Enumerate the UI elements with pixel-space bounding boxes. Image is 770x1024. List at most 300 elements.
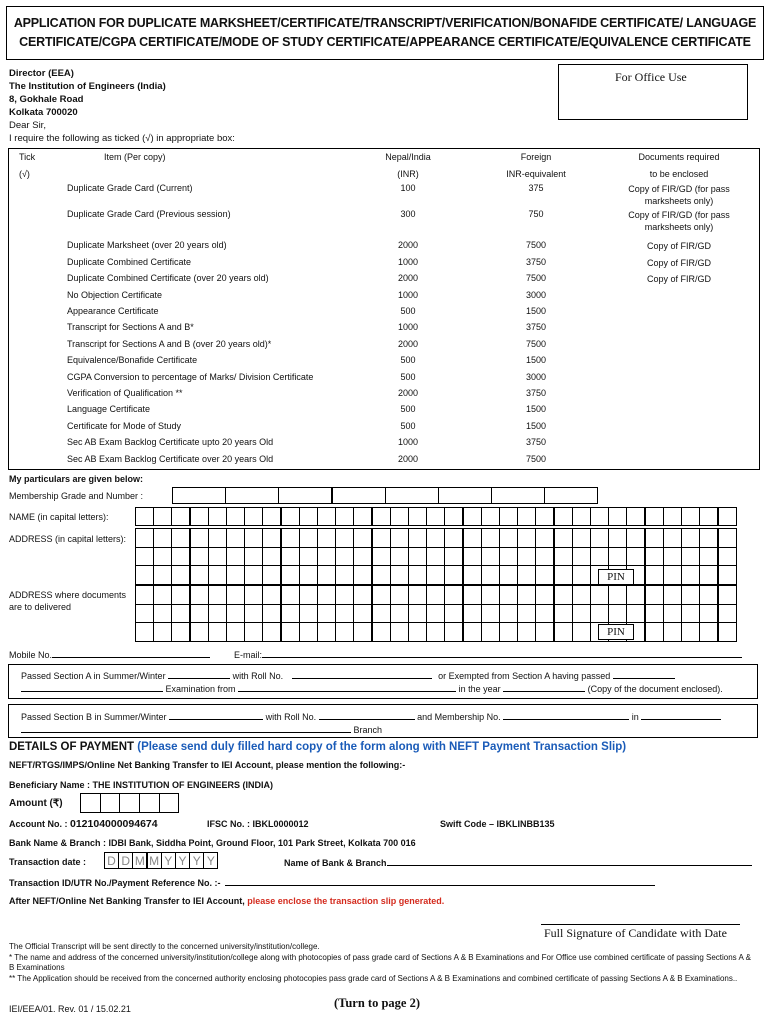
address-char-cell[interactable] bbox=[517, 565, 536, 585]
date-digit-cell[interactable]: M bbox=[132, 852, 147, 869]
name-char-cell[interactable] bbox=[718, 507, 737, 526]
address-char-cell[interactable] bbox=[572, 565, 591, 585]
delivery-address-char-cell[interactable] bbox=[390, 585, 409, 605]
address-char-cell[interactable] bbox=[608, 528, 627, 548]
delivery-address-char-cell[interactable] bbox=[262, 585, 281, 605]
section-a-from-field[interactable] bbox=[238, 683, 456, 692]
delivery-address-char-cell[interactable] bbox=[463, 585, 482, 605]
address-char-cell[interactable] bbox=[244, 528, 263, 548]
address-char-cell[interactable] bbox=[718, 528, 737, 548]
delivery-address-char-cell[interactable] bbox=[444, 622, 463, 642]
name-char-cell[interactable] bbox=[353, 507, 372, 526]
delivery-address-char-cell[interactable] bbox=[463, 622, 482, 642]
address-char-cell[interactable] bbox=[372, 528, 391, 548]
delivery-address-char-cell[interactable] bbox=[244, 604, 263, 624]
col-header-docs-sub: to be enclosed bbox=[649, 169, 709, 179]
delivery-address-char-cell[interactable] bbox=[281, 622, 300, 642]
address-char-cell[interactable] bbox=[554, 565, 573, 585]
address-char-cell[interactable] bbox=[535, 565, 554, 585]
address-char-cell[interactable] bbox=[681, 547, 700, 567]
mobile-field[interactable] bbox=[52, 649, 210, 658]
name-char-cell[interactable] bbox=[608, 507, 627, 526]
delivery-address-char-cell[interactable] bbox=[626, 585, 645, 605]
address-char-cell[interactable] bbox=[390, 528, 409, 548]
section-b-session-field[interactable] bbox=[169, 711, 263, 720]
address-char-cell[interactable] bbox=[299, 528, 318, 548]
delivery-address-char-cell[interactable] bbox=[390, 604, 409, 624]
membership-cell[interactable] bbox=[385, 487, 439, 504]
delivery-address-char-cell[interactable] bbox=[681, 604, 700, 624]
address-char-cell[interactable] bbox=[208, 547, 227, 567]
membership-grid[interactable] bbox=[172, 487, 598, 504]
address-char-cell[interactable] bbox=[572, 547, 591, 567]
address-char-cell[interactable] bbox=[645, 547, 664, 567]
form-title-line2: CERTIFICATE/CGPA CERTIFICATE/MODE OF STUDY CERTIFICATE/APPEARANCE CERTIFICATE/EQUIVALENCE CERTIFICATE bbox=[19, 35, 751, 49]
address-char-cell[interactable] bbox=[190, 528, 209, 548]
address-char-cell[interactable] bbox=[663, 565, 682, 585]
delivery-address-char-cell[interactable] bbox=[481, 604, 500, 624]
delivery-address-char-cell[interactable] bbox=[481, 585, 500, 605]
delivery-address-char-cell[interactable] bbox=[444, 585, 463, 605]
table-row bbox=[9, 240, 761, 256]
delivery-address-char-cell[interactable] bbox=[699, 585, 718, 605]
amount-digit-cell[interactable] bbox=[80, 793, 101, 813]
address-char-cell[interactable] bbox=[517, 547, 536, 567]
name-char-cell[interactable] bbox=[299, 507, 318, 526]
delivery-address-char-cell[interactable] bbox=[135, 585, 154, 605]
address-char-cell[interactable] bbox=[499, 528, 518, 548]
address-char-cell[interactable] bbox=[299, 565, 318, 585]
membership-cell[interactable] bbox=[491, 487, 545, 504]
section-a-exam-field[interactable] bbox=[21, 683, 163, 692]
membership-label: Membership Grade and Number : bbox=[9, 491, 144, 501]
delivery-address-grid[interactable] bbox=[135, 585, 736, 641]
delivery-address-char-cell[interactable] bbox=[226, 622, 245, 642]
delivery-address-char-cell[interactable] bbox=[262, 604, 281, 624]
name-char-cell[interactable] bbox=[426, 507, 445, 526]
address-char-cell[interactable] bbox=[281, 547, 300, 567]
address-char-cell[interactable] bbox=[499, 547, 518, 567]
delivery-address-char-cell[interactable] bbox=[171, 604, 190, 624]
delivery-address-char-cell[interactable] bbox=[372, 604, 391, 624]
delivery-address-char-cell[interactable] bbox=[481, 622, 500, 642]
delivery-address-char-cell[interactable] bbox=[153, 604, 172, 624]
date-digit-cell[interactable]: D bbox=[104, 852, 119, 869]
date-digit-cell[interactable]: Y bbox=[189, 852, 204, 869]
address-char-cell[interactable] bbox=[572, 528, 591, 548]
address-char-cell[interactable] bbox=[408, 528, 427, 548]
address-char-cell[interactable] bbox=[590, 528, 609, 548]
delivery-address-char-cell[interactable] bbox=[444, 604, 463, 624]
table-row bbox=[9, 437, 761, 453]
address-char-cell[interactable] bbox=[426, 565, 445, 585]
section-a-session-field[interactable] bbox=[168, 670, 230, 679]
delivery-address-char-cell[interactable] bbox=[317, 585, 336, 605]
address-char-cell[interactable] bbox=[499, 565, 518, 585]
name-char-cell[interactable] bbox=[463, 507, 482, 526]
address-char-cell[interactable] bbox=[353, 565, 372, 585]
form-title bbox=[6, 6, 764, 60]
particulars-heading: My particulars are given below: bbox=[9, 474, 144, 484]
col-header-docs: Documents required bbox=[638, 152, 720, 162]
delivery-address-char-cell[interactable] bbox=[663, 585, 682, 605]
grid-row bbox=[135, 604, 736, 624]
delivery-address-char-cell[interactable] bbox=[535, 585, 554, 605]
documents-required: Copy of FIR/GD bbox=[646, 274, 711, 284]
delivery-address-char-cell[interactable] bbox=[718, 585, 737, 605]
name-char-cell[interactable] bbox=[481, 507, 500, 526]
delivery-address-char-cell[interactable] bbox=[718, 604, 737, 624]
address-char-cell[interactable] bbox=[718, 547, 737, 567]
delivery-address-char-cell[interactable] bbox=[353, 622, 372, 642]
delivery-address-char-cell[interactable] bbox=[590, 604, 609, 624]
address-char-cell[interactable] bbox=[262, 528, 281, 548]
name-char-cell[interactable] bbox=[390, 507, 409, 526]
date-digit-cell[interactable]: Y bbox=[175, 852, 190, 869]
delivery-address-char-cell[interactable] bbox=[699, 622, 718, 642]
name-grid[interactable] bbox=[135, 507, 736, 526]
delivery-address-char-cell[interactable] bbox=[572, 585, 591, 605]
address-char-cell[interactable] bbox=[335, 547, 354, 567]
address-char-cell[interactable] bbox=[244, 565, 263, 585]
address-char-cell[interactable] bbox=[554, 547, 573, 567]
address-char-cell[interactable] bbox=[281, 528, 300, 548]
grid-row bbox=[135, 585, 736, 605]
section-b-roll-field[interactable] bbox=[319, 711, 415, 720]
address-char-cell[interactable] bbox=[681, 528, 700, 548]
delivery-address-char-cell[interactable] bbox=[190, 604, 209, 624]
delivery-address-char-cell[interactable] bbox=[663, 622, 682, 642]
delivery-address-char-cell[interactable] bbox=[517, 604, 536, 624]
section-a-roll-text: with Roll No. bbox=[232, 671, 284, 681]
address-char-cell[interactable] bbox=[372, 565, 391, 585]
address-char-cell[interactable] bbox=[645, 528, 664, 548]
delivery-address-char-cell[interactable] bbox=[335, 585, 354, 605]
address-char-cell[interactable] bbox=[699, 528, 718, 548]
delivery-address-char-cell[interactable] bbox=[353, 585, 372, 605]
delivery-address-char-cell[interactable] bbox=[226, 604, 245, 624]
name-char-cell[interactable] bbox=[554, 507, 573, 526]
delivery-address-char-cell[interactable] bbox=[572, 622, 591, 642]
foreign-fee: 3000 bbox=[525, 372, 547, 382]
delivery-address-char-cell[interactable] bbox=[681, 622, 700, 642]
delivery-address-char-cell[interactable] bbox=[208, 585, 227, 605]
delivery-address-char-cell[interactable] bbox=[499, 585, 518, 605]
name-char-cell[interactable] bbox=[208, 507, 227, 526]
address-char-cell[interactable] bbox=[663, 547, 682, 567]
delivery-address-char-cell[interactable] bbox=[281, 585, 300, 605]
delivery-address-char-cell[interactable] bbox=[317, 622, 336, 642]
delivery-address-char-cell[interactable] bbox=[299, 604, 318, 624]
address-char-cell[interactable] bbox=[408, 565, 427, 585]
delivery-address-char-cell[interactable] bbox=[645, 604, 664, 624]
delivery-address-char-cell[interactable] bbox=[299, 622, 318, 642]
name-char-cell[interactable] bbox=[444, 507, 463, 526]
delivery-address-char-cell[interactable] bbox=[226, 585, 245, 605]
name-char-cell[interactable] bbox=[408, 507, 427, 526]
table-row bbox=[9, 339, 761, 355]
delivery-address-char-cell[interactable] bbox=[572, 604, 591, 624]
foreign-fee: 3000 bbox=[525, 290, 547, 300]
address-char-cell[interactable] bbox=[262, 547, 281, 567]
membership-cell[interactable] bbox=[544, 487, 598, 504]
section-b-branch-field[interactable] bbox=[21, 724, 351, 733]
delivery-address-char-cell[interactable] bbox=[171, 622, 190, 642]
section-a-copy-text: (Copy of the document enclosed). bbox=[587, 684, 723, 694]
address-char-cell[interactable] bbox=[335, 565, 354, 585]
address-char-cell[interactable] bbox=[208, 528, 227, 548]
section-a-passed-field[interactable] bbox=[613, 670, 675, 679]
address-char-cell[interactable] bbox=[645, 565, 664, 585]
address-char-cell[interactable] bbox=[444, 565, 463, 585]
bank-branch-label bbox=[284, 857, 752, 868]
delivery-address-char-cell[interactable] bbox=[372, 585, 391, 605]
item-name: Duplicate Marksheet (over 20 years old) bbox=[67, 240, 227, 250]
delivery-address-char-cell[interactable] bbox=[699, 604, 718, 624]
address-char-cell[interactable] bbox=[608, 547, 627, 567]
delivery-address-char-cell[interactable] bbox=[299, 585, 318, 605]
address-char-cell[interactable] bbox=[535, 528, 554, 548]
delivery-address-char-cell[interactable] bbox=[645, 622, 664, 642]
amount-grid[interactable] bbox=[80, 793, 179, 813]
delivery-address-char-cell[interactable] bbox=[426, 622, 445, 642]
transaction-id-field[interactable] bbox=[225, 877, 655, 886]
delivery-address-char-cell[interactable] bbox=[408, 604, 427, 624]
delivery-address-char-cell[interactable] bbox=[499, 622, 518, 642]
delivery-address-char-cell[interactable] bbox=[426, 604, 445, 624]
name-char-cell[interactable] bbox=[590, 507, 609, 526]
date-digit-cell[interactable]: Y bbox=[203, 852, 218, 869]
address-char-cell[interactable] bbox=[517, 528, 536, 548]
delivery-address-char-cell[interactable] bbox=[244, 585, 263, 605]
address-char-cell[interactable] bbox=[226, 565, 245, 585]
address-char-cell[interactable] bbox=[699, 547, 718, 567]
address-char-cell[interactable] bbox=[626, 528, 645, 548]
bank-branch-text: Name of Bank & Branch bbox=[284, 858, 387, 868]
section-a-roll-field[interactable] bbox=[292, 670, 432, 679]
delivery-address-char-cell[interactable] bbox=[317, 604, 336, 624]
delivery-address-char-cell[interactable] bbox=[135, 622, 154, 642]
name-char-cell[interactable] bbox=[335, 507, 354, 526]
address-char-cell[interactable] bbox=[554, 528, 573, 548]
delivery-address-char-cell[interactable] bbox=[608, 585, 627, 605]
name-char-cell[interactable] bbox=[171, 507, 190, 526]
delivery-address-char-cell[interactable] bbox=[408, 622, 427, 642]
address-char-cell[interactable] bbox=[153, 547, 172, 567]
address-char-cell[interactable] bbox=[663, 528, 682, 548]
address-char-cell[interactable] bbox=[317, 565, 336, 585]
delivery-address-char-cell[interactable] bbox=[208, 622, 227, 642]
name-char-cell[interactable] bbox=[190, 507, 209, 526]
item-name: CGPA Conversion to percentage of Marks/ Division Certificate bbox=[67, 372, 314, 382]
delivery-address-char-cell[interactable] bbox=[517, 585, 536, 605]
delivery-address-char-cell[interactable] bbox=[153, 622, 172, 642]
delivery-address-char-cell[interactable] bbox=[408, 585, 427, 605]
name-char-cell[interactable] bbox=[626, 507, 645, 526]
name-char-cell[interactable] bbox=[535, 507, 554, 526]
name-char-cell[interactable] bbox=[135, 507, 154, 526]
address-char-cell[interactable] bbox=[353, 547, 372, 567]
address-char-cell[interactable] bbox=[463, 565, 482, 585]
delivery-address-char-cell[interactable] bbox=[335, 604, 354, 624]
delivery-address-char-cell[interactable] bbox=[390, 622, 409, 642]
amount-digit-cell[interactable] bbox=[159, 793, 180, 813]
name-char-cell[interactable] bbox=[244, 507, 263, 526]
address-char-cell[interactable] bbox=[190, 565, 209, 585]
documents-required: Copy of FIR/GD (for pass marksheets only) bbox=[628, 210, 730, 232]
address-char-cell[interactable] bbox=[626, 547, 645, 567]
email-field[interactable] bbox=[262, 649, 742, 658]
delivery-address-char-cell[interactable] bbox=[353, 604, 372, 624]
address-char-cell[interactable] bbox=[226, 547, 245, 567]
nepal-fee: 500 bbox=[400, 404, 416, 414]
address-char-cell[interactable] bbox=[390, 565, 409, 585]
delivery-address-char-cell[interactable] bbox=[663, 604, 682, 624]
section-a-year-field[interactable] bbox=[503, 683, 585, 692]
address-char-cell[interactable] bbox=[444, 528, 463, 548]
address-grid[interactable] bbox=[135, 528, 736, 584]
delivery-address-char-cell[interactable] bbox=[535, 604, 554, 624]
email-text: E-mail: bbox=[234, 650, 263, 660]
address-char-cell[interactable] bbox=[153, 565, 172, 585]
address-char-cell[interactable] bbox=[335, 528, 354, 548]
address-char-cell[interactable] bbox=[535, 547, 554, 567]
name-char-cell[interactable] bbox=[645, 507, 664, 526]
membership-cell[interactable] bbox=[332, 487, 386, 504]
address-char-cell[interactable] bbox=[481, 565, 500, 585]
address-char-cell[interactable] bbox=[135, 547, 154, 567]
address-char-cell[interactable] bbox=[481, 547, 500, 567]
address-char-cell[interactable] bbox=[408, 547, 427, 567]
address-char-cell[interactable] bbox=[171, 547, 190, 567]
address-char-cell[interactable] bbox=[171, 565, 190, 585]
transaction-id-label bbox=[9, 877, 655, 888]
address-char-cell[interactable] bbox=[426, 547, 445, 567]
delivery-address-char-cell[interactable] bbox=[262, 622, 281, 642]
membership-cell[interactable] bbox=[278, 487, 332, 504]
address-char-cell[interactable] bbox=[463, 547, 482, 567]
amount-digit-cell[interactable] bbox=[119, 793, 140, 813]
delivery-address-char-cell[interactable] bbox=[535, 622, 554, 642]
address-char-cell[interactable] bbox=[353, 528, 372, 548]
date-digit-cell[interactable]: M bbox=[147, 852, 162, 869]
name-char-cell[interactable] bbox=[699, 507, 718, 526]
name-char-cell[interactable] bbox=[281, 507, 300, 526]
address-char-cell[interactable] bbox=[463, 528, 482, 548]
delivery-address-char-cell[interactable] bbox=[645, 585, 664, 605]
address-char-cell[interactable] bbox=[481, 528, 500, 548]
name-char-cell[interactable] bbox=[262, 507, 281, 526]
delivery-address-char-cell[interactable] bbox=[590, 585, 609, 605]
address-char-cell[interactable] bbox=[262, 565, 281, 585]
address-char-cell[interactable] bbox=[281, 565, 300, 585]
address-char-cell[interactable] bbox=[244, 547, 263, 567]
delivery-address-char-cell[interactable] bbox=[626, 604, 645, 624]
address-char-cell[interactable] bbox=[681, 565, 700, 585]
name-char-cell[interactable] bbox=[681, 507, 700, 526]
delivery-address-char-cell[interactable] bbox=[135, 604, 154, 624]
bank-branch-field[interactable] bbox=[387, 857, 752, 866]
amount-digit-cell[interactable] bbox=[139, 793, 160, 813]
transaction-date-grid[interactable] bbox=[104, 852, 218, 869]
address-char-cell[interactable] bbox=[718, 565, 737, 585]
address-char-cell[interactable] bbox=[208, 565, 227, 585]
delivery-address-char-cell[interactable] bbox=[190, 622, 209, 642]
delivery-address-char-cell[interactable] bbox=[554, 604, 573, 624]
name-char-cell[interactable] bbox=[517, 507, 536, 526]
delivery-address-char-cell[interactable] bbox=[718, 622, 737, 642]
section-b-in-field[interactable] bbox=[641, 711, 721, 720]
address-char-cell[interactable] bbox=[317, 528, 336, 548]
delivery-address-char-cell[interactable] bbox=[608, 604, 627, 624]
delivery-address-char-cell[interactable] bbox=[190, 585, 209, 605]
name-char-cell[interactable] bbox=[317, 507, 336, 526]
foreign-fee: 1500 bbox=[525, 421, 547, 431]
section-b-roll-text: with Roll No. bbox=[265, 712, 317, 722]
address-char-cell[interactable] bbox=[190, 547, 209, 567]
delivery-address-char-cell[interactable] bbox=[153, 585, 172, 605]
name-char-cell[interactable] bbox=[572, 507, 591, 526]
address-char-cell[interactable] bbox=[171, 528, 190, 548]
address-char-cell[interactable] bbox=[372, 547, 391, 567]
grid-row bbox=[135, 528, 736, 548]
delivery-address-label-1: ADDRESS where documents bbox=[9, 590, 127, 600]
delivery-address-char-cell[interactable] bbox=[517, 622, 536, 642]
delivery-address-char-cell[interactable] bbox=[335, 622, 354, 642]
form-title-line1: APPLICATION FOR DUPLICATE MARKSHEET/CERTIFICATE/TRANSCRIPT/VERIFICATION/BONAFIDE CERTIFICATE/ LANGUAGE bbox=[13, 16, 757, 30]
address-char-cell[interactable] bbox=[135, 528, 154, 548]
address-char-cell[interactable] bbox=[426, 528, 445, 548]
address-char-cell[interactable] bbox=[299, 547, 318, 567]
section-b-membership-field[interactable] bbox=[503, 711, 629, 720]
address-char-cell[interactable] bbox=[444, 547, 463, 567]
delivery-address-char-cell[interactable] bbox=[554, 622, 573, 642]
address-char-cell[interactable] bbox=[590, 547, 609, 567]
name-char-cell[interactable] bbox=[499, 507, 518, 526]
date-digit-cell[interactable]: D bbox=[118, 852, 133, 869]
address-char-cell[interactable] bbox=[317, 547, 336, 567]
delivery-address-char-cell[interactable] bbox=[463, 604, 482, 624]
address-char-cell[interactable] bbox=[226, 528, 245, 548]
delivery-address-char-cell[interactable] bbox=[281, 604, 300, 624]
delivery-address-char-cell[interactable] bbox=[171, 585, 190, 605]
nepal-fee: 500 bbox=[400, 372, 416, 382]
delivery-address-char-cell[interactable] bbox=[244, 622, 263, 642]
delivery-address-char-cell[interactable] bbox=[554, 585, 573, 605]
signature-line[interactable] bbox=[541, 924, 740, 925]
membership-cell[interactable] bbox=[438, 487, 492, 504]
membership-cell[interactable] bbox=[172, 487, 226, 504]
name-char-cell[interactable] bbox=[372, 507, 391, 526]
table-row bbox=[9, 355, 761, 371]
table-row bbox=[9, 322, 761, 338]
delivery-address-char-cell[interactable] bbox=[208, 604, 227, 624]
membership-cell[interactable] bbox=[225, 487, 279, 504]
delivery-address-char-cell[interactable] bbox=[426, 585, 445, 605]
delivery-address-char-cell[interactable] bbox=[372, 622, 391, 642]
delivery-address-char-cell[interactable] bbox=[499, 604, 518, 624]
address-char-cell[interactable] bbox=[153, 528, 172, 548]
address-char-cell[interactable] bbox=[135, 565, 154, 585]
address-char-cell[interactable] bbox=[699, 565, 718, 585]
address-char-cell[interactable] bbox=[390, 547, 409, 567]
name-char-cell[interactable] bbox=[663, 507, 682, 526]
name-char-cell[interactable] bbox=[153, 507, 172, 526]
date-digit-cell[interactable]: Y bbox=[161, 852, 176, 869]
delivery-address-char-cell[interactable] bbox=[681, 585, 700, 605]
name-char-cell[interactable] bbox=[226, 507, 245, 526]
amount-digit-cell[interactable] bbox=[100, 793, 121, 813]
